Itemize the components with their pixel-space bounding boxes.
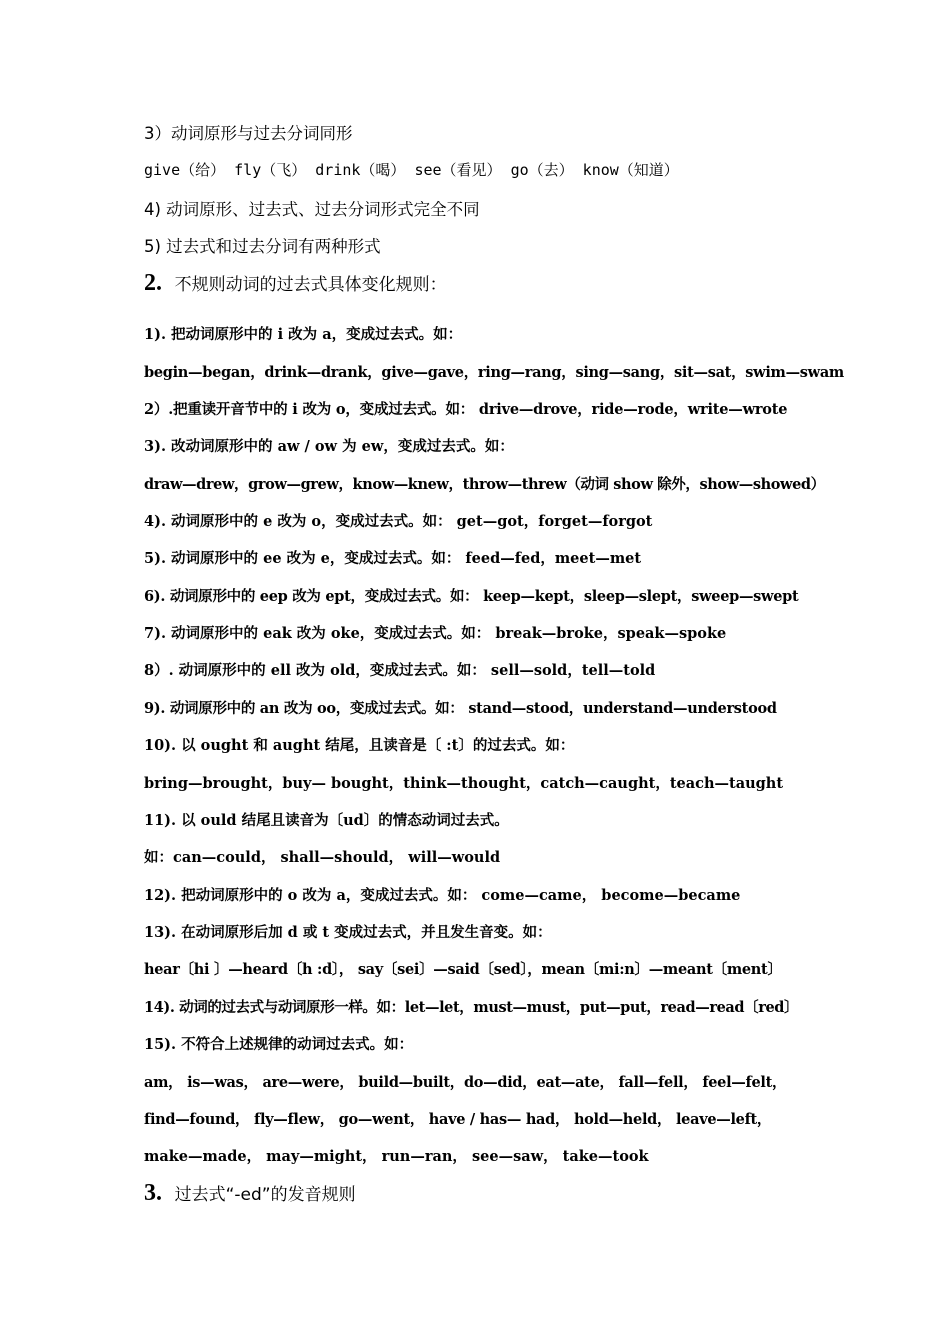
irregular-rule-15-examples-2: find—found， fly—flew， go—went， have / has— had， hold—held， leave—left， [144, 1111, 772, 1128]
irregular-rule-13: 13). 在动词原形后加 d 或 t 变成过去式，并且发生音变。如： [144, 924, 552, 941]
rule-3-heading: 3）动词原形与过去分词同形 [144, 124, 353, 143]
irregular-rule-7: 7). 动词原形中的 eak 改为 oke，变成过去式。如： break—broke，speak—spoke [144, 625, 727, 642]
section-3-title: 过去式“-ed”的发音规则 [174, 1185, 356, 1205]
rule-4-heading: 4) 动词原形、过去式、过去分词形式完全不同 [144, 200, 480, 219]
rule-5-heading: 5) 过去式和过去分词有两种形式 [144, 237, 381, 256]
irregular-rule-15-examples-3: make—made， may—might， run—ran， see—saw， take—took [144, 1148, 649, 1165]
irregular-rule-10: 10). 以 ought 和 aught 结尾，且读音是〔 :t〕的过去式。如： [144, 737, 575, 754]
irregular-rule-3: 3). 改动词原形中的 aw / ow 为 ew，变成过去式。如： [144, 438, 514, 455]
irregular-rule-12: 12). 把动词原形中的 o 改为 a，变成过去式。如： come—came， become—became [144, 887, 741, 904]
section-3-heading [144, 1180, 356, 1207]
section-2-number: 2. [144, 270, 162, 296]
irregular-rule-13-examples: hear〔hi 〕—heard〔h :d〕， say〔sei〕—said〔sed〕，mean〔mi:n〕—meant〔ment〕 [144, 961, 782, 978]
irregular-rule-3-examples: draw—drew，grow—grew，know—knew，throw—threw（动词 show 除外，show—showed） [144, 476, 825, 493]
section-3-number: 3. [144, 1180, 162, 1206]
rule-3-examples: give（给） fly（飞） drink（喝） see（看见） go（去） know（知道） [144, 161, 679, 179]
irregular-rule-14: 14). 动词的过去式与动词原形一样。如：let—let，must—must，put—put，read—read〔red〕 [144, 999, 799, 1016]
irregular-rule-1: 1). 把动词原形中的 i 改为 a，变成过去式。如： [144, 326, 463, 343]
irregular-rule-11-examples: 如：can—could， shall—should， will—would [144, 849, 501, 866]
irregular-rule-5: 5). 动词原形中的 ee 改为 e，变成过去式。如： feed—fed，meet—met [144, 550, 642, 567]
irregular-rule-4: 4). 动词原形中的 e 改为 o，变成过去式。如： get—got，forget—forgot [144, 513, 653, 530]
irregular-rule-2: 2）.把重读开音节中的 i 改为 o，变成过去式。如： drive—drove，ride—rode，write—wrote [144, 401, 788, 418]
irregular-rule-8: 8）. 动词原形中的 ell 改为 old，变成过去式。如： sell—sold，tell—told [144, 662, 656, 679]
irregular-rule-15-examples-1: am， is—was， are—were， build—built，do—did，eat—ate， fall—fell， feel—felt， [144, 1074, 787, 1091]
irregular-rule-10-examples: bring—brought，buy— bought，think—thought，catch—caught，teach—taught [144, 775, 784, 792]
irregular-rule-6: 6). 动词原形中的 eep 改为 ept，变成过去式。如： keep—kept，sleep—slept，sweep—swept [144, 588, 799, 605]
section-2-title: 不规则动词的过去式具体变化规则： [174, 275, 447, 295]
irregular-rule-1-examples: begin—began，drink—drank，give—gave，ring—rang，sing—sang，sit—sat，swim—swam [144, 364, 844, 381]
irregular-rule-9: 9). 动词原形中的 an 改为 oo，变成过去式。如： stand—stood，understand—understood [144, 700, 777, 717]
section-2-heading [144, 270, 447, 297]
irregular-rule-15: 15). 不符合上述规律的动词过去式。如： [144, 1036, 414, 1053]
irregular-rule-11: 11). 以 ould 结尾且读音为〔ud〕的情态动词过去式。 [144, 812, 509, 829]
